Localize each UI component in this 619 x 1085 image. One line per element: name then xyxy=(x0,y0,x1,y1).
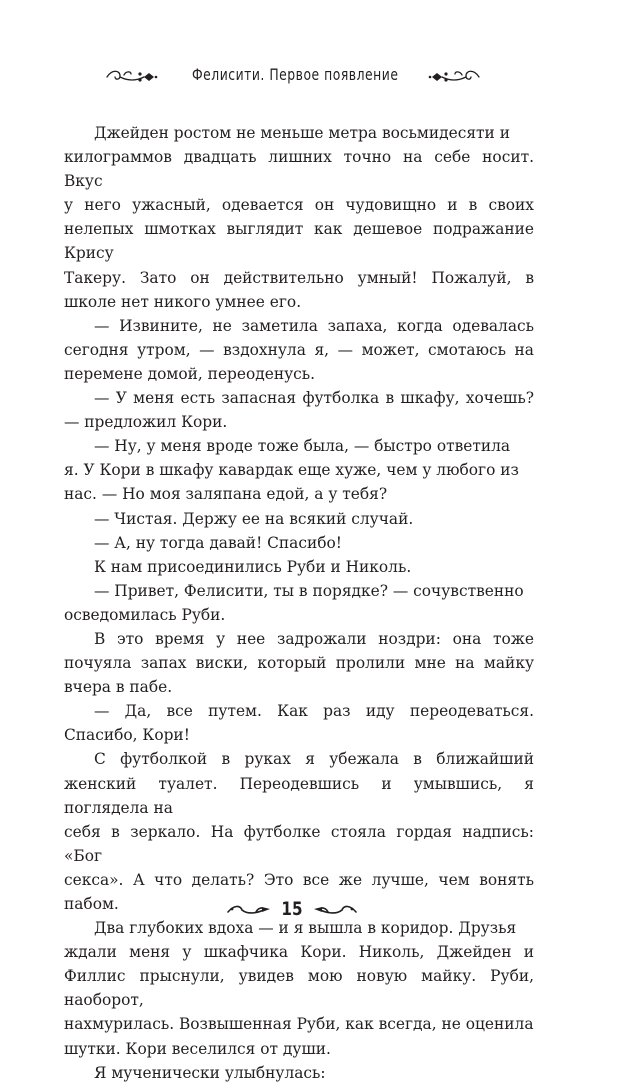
paragraph: В это время у нее задрожали ноздри: она тоже почуяла запах виски, который пролили мне на майку вчера в пабе. xyxy=(64,629,534,697)
body-text xyxy=(64,121,534,1085)
left-swirl-icon xyxy=(226,902,272,918)
paragraph: Два глубоких вдоха — и я вышла в коридор. Друзья ждали меня у шкафчика Кори. Николь, Джейден и Филлис прыснули, увидев мою новую майку. Руби, наоборот, нахмурилась. Возвышенная Руби, как всегда, не оценила шутки. Кори веселился от души. xyxy=(64,919,534,1058)
paragraph: Джейден ростом не меньше метра восьмидесяти и килограммов двадцать лишних точно на себе носит. Вкус у него ужасный, одевается он чудовищно и в своих нелепых шмотках выглядит как дешевое подражание Крису Такеру. Зато он действительно умный! Пожалуй, в школе нет никого умнее его. xyxy=(64,124,534,311)
paragraph: — У меня есть запасная футболка в шкафу, хочешь? — предложил Кори. xyxy=(64,389,534,432)
paragraph: — Извините, не заметила запаха, когда одевалась сегодня утром, — вздохнула я, — может, смотаюсь на перемене домой, переоденусь. xyxy=(64,316,534,383)
running-header xyxy=(0,62,619,92)
right-flourish-icon xyxy=(428,68,480,86)
running-header-title: Фелисити. Первое появление xyxy=(191,65,399,84)
left-flourish-icon xyxy=(106,68,158,86)
paragraph: К нам присоединились Руби и Николь. xyxy=(94,557,412,576)
page-footer xyxy=(0,898,619,926)
paragraph: Я мученически улыбнулась: xyxy=(94,1063,326,1082)
right-swirl-icon xyxy=(312,902,358,918)
paragraph: — Ну, у меня вроде тоже была, — быстро ответила я. У Кори в шкафу кавардак еще хуже, чем у любого из нас. — Но моя заляпана едой, а у тебя? xyxy=(64,437,519,504)
paragraph: С футболкой в руках я убежала в ближайший женский туалет. Переодевшись и умывшись, я поглядела на себя в зеркало. На футболке стояла гордая надпись: «Бог секса». А что делать? Это все же лучше, чем вонять пабом. xyxy=(64,750,534,913)
paragraph: — Привет, Фелисити, ты в порядке? — сочувственно осведомилась Руби. xyxy=(64,581,524,624)
page-number: 15 xyxy=(281,898,303,920)
paragraph: — Чистая. Держу ее на всякий случай. xyxy=(94,509,414,528)
paragraph: — А, ну тогда давай! Спасибо! xyxy=(94,533,342,552)
paragraph: — Да, все путем. Как раз иду переодеваться. Спасибо, Кори! xyxy=(64,702,534,745)
